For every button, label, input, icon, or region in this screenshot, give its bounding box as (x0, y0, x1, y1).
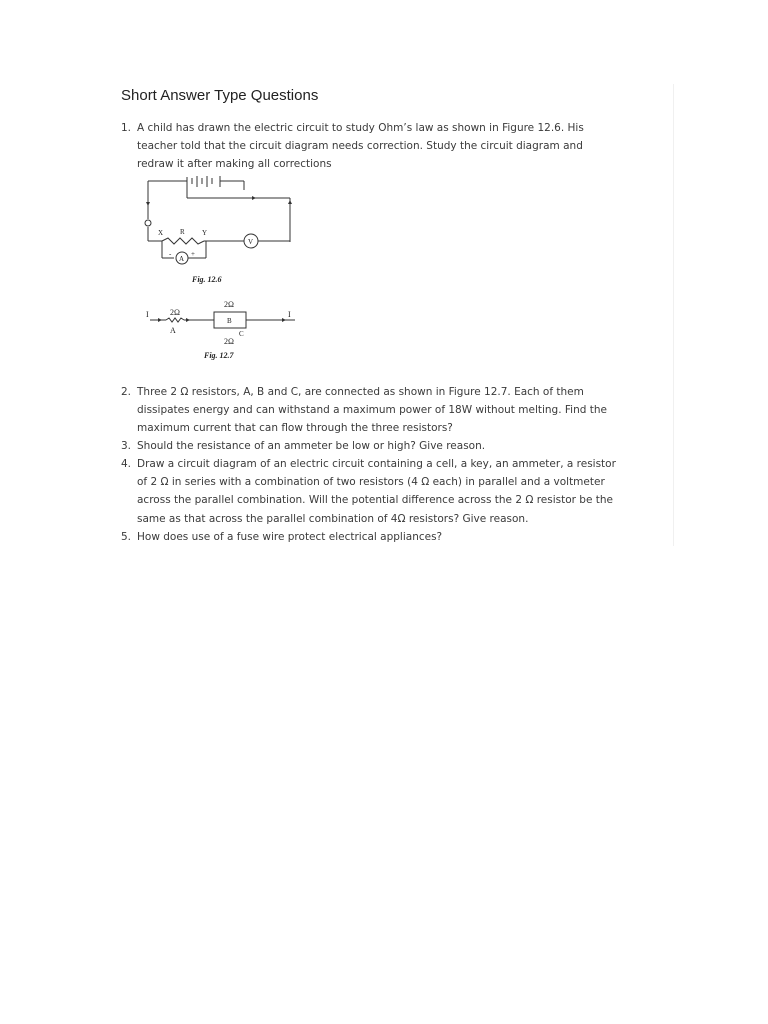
question-text-line: across the parallel combination. Will the potential difference across the 2 Ω resistor be the (137, 494, 613, 507)
question-text-line: Three 2 Ω resistors, A, B and C, are connected as shown in Figure 12.7. Each of them (137, 386, 584, 398)
voltmeter-label: V (248, 238, 254, 246)
question-text-line: of 2 Ω in series with a combination of two resistors (4 Ω each) in parallel and a voltmeter (137, 476, 605, 489)
current-in-label: I (146, 310, 149, 319)
resistor-b-label: B (227, 317, 232, 325)
resistor-a-label: A (170, 326, 176, 335)
question-number: 2. (121, 386, 132, 398)
resistor-b-value: 2Ω (224, 300, 234, 309)
question-number: 5. (121, 531, 132, 543)
question-text-line: teacher told that the circuit diagram needs correction. Study the circuit diagram and (137, 140, 583, 153)
ammeter-plus: + (191, 250, 195, 258)
circuit-diagram-12-6 (140, 176, 300, 288)
label-x: X (158, 229, 164, 237)
question-text-line: maximum current that can flow through the three resistors? (137, 422, 453, 435)
section-heading: Short Answer Type Questions (121, 87, 319, 104)
question-text-line: Draw a circuit diagram of an electric circuit containing a cell, a key, an ammeter, a resistor (137, 458, 616, 470)
resistor-a-value: 2Ω (170, 308, 180, 317)
question-section (112, 84, 674, 546)
figure-caption: Fig. 12.6 (192, 275, 222, 284)
question-text-line: dissipates energy and can withstand a maximum power of 18W without melting. Find the (137, 404, 607, 417)
ammeter-minus: - (169, 250, 172, 258)
label-y: Y (202, 229, 208, 237)
question-text-line: redraw it after making all corrections (137, 158, 332, 171)
question-4 (121, 455, 616, 528)
resistor-c-value: 2Ω (224, 337, 234, 346)
question-number: 1. (121, 122, 132, 134)
figure-12-6 (140, 176, 300, 288)
question-number: 4. (121, 458, 132, 470)
current-out-label: I (288, 310, 291, 319)
figure-caption: Fig. 12.7 (204, 351, 234, 360)
question-text-line: Should the resistance of an ammeter be low or high? Give reason. (137, 440, 486, 452)
question-text-line: How does use of a fuse wire protect electrical appliances? (137, 531, 443, 543)
resistor-c-label: C (239, 330, 244, 338)
label-r: R (180, 228, 185, 236)
question-number: 3. (121, 440, 132, 452)
question-3 (121, 437, 485, 455)
question-text-line: same as that across the parallel combination of 4Ω resistors? Give reason. (137, 512, 529, 525)
ammeter-label: A (179, 255, 185, 263)
figure-12-7 (140, 298, 300, 366)
question-2 (121, 383, 607, 438)
question-5 (121, 528, 442, 546)
question-1 (121, 119, 584, 174)
question-text-line: A child has drawn the electric circuit to study Ohm’s law as shown in Figure 12.6. His (137, 122, 584, 134)
circuit-diagram-12-7 (140, 298, 300, 366)
